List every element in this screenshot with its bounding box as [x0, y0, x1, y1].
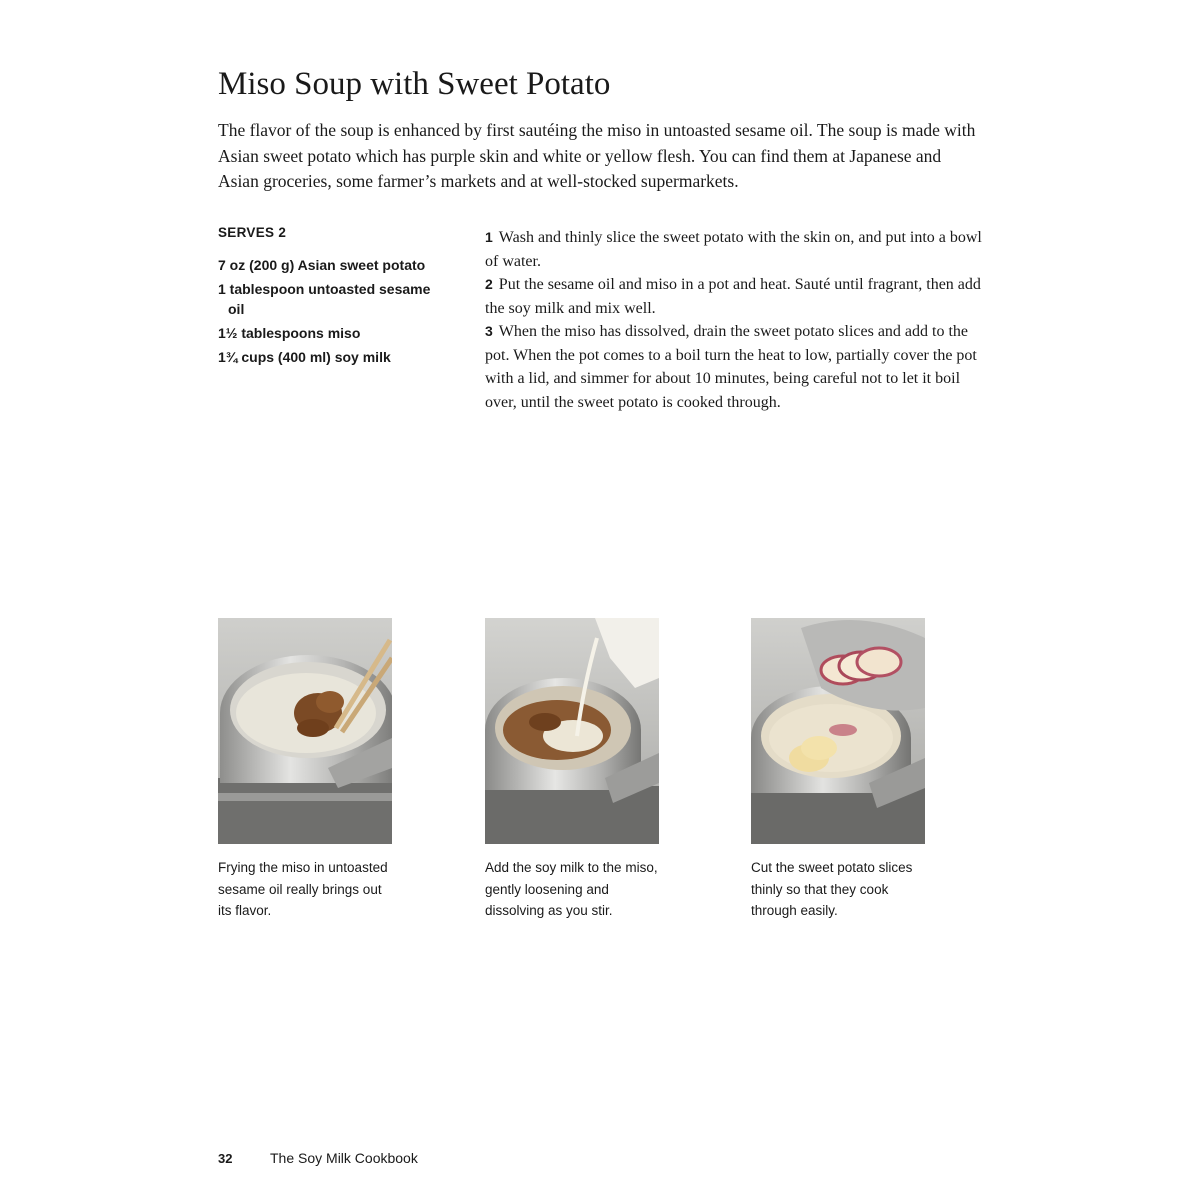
photo-caption: Frying the miso in untoasted sesame oil really brings out its flavor. — [218, 860, 388, 918]
ingredient-item: 1 tablespoon untoasted sesame oil — [218, 281, 431, 317]
step-number: 2 — [485, 276, 493, 292]
method-step — [485, 226, 985, 273]
step-text: When the miso has dissolved, drain the sweet potato slices and add to the pot. When the pot comes to a boil turn the heat to low, partially cover the pot with a lid, and simmer for about 10 minutes, being careful not to let it boil over, until the sweet potato is cooked through. — [485, 323, 977, 411]
photo-adding-soy-milk — [485, 618, 659, 844]
photo-caption: Add the soy milk to the miso, gently loosening and dissolving as you stir. — [485, 860, 658, 918]
photo-adding-sweet-potato — [751, 618, 925, 844]
running-footer-title: The Soy Milk Cookbook — [270, 1150, 418, 1166]
method-step — [485, 320, 985, 414]
serves-label: SERVES 2 — [218, 225, 287, 240]
page-number: 32 — [218, 1151, 233, 1166]
step-number: 3 — [485, 323, 493, 339]
photo-frying-miso — [218, 618, 392, 844]
step-text: Wash and thinly slice the sweet potato with the skin on, and put into a bowl of water. — [485, 229, 982, 270]
step-text: Put the sesame oil and miso in a pot and heat. Sauté until fragrant, then add the soy milk and mix well. — [485, 276, 981, 317]
ingredient-list — [218, 255, 448, 371]
recipe-intro: The flavor of the soup is enhanced by first sautéing the miso in untoasted sesame oil. The soup is made with Asian sweet potato which has purple skin and white or yellow flesh. You can find them at Japanese and Asian groceries, some farmer’s markets and at well-stocked supermarkets. — [218, 120, 976, 191]
method-step — [485, 273, 985, 320]
step-number: 1 — [485, 229, 493, 245]
ingredient-item: 7 oz (200 g) Asian sweet potato — [218, 257, 426, 273]
photo-caption: Cut the sweet potato slices thinly so that they cook through easily. — [751, 860, 913, 918]
ingredient-item: 1¾ cups (400 ml) soy milk — [218, 349, 391, 365]
recipe-title: Miso Soup with Sweet Potato — [218, 66, 611, 102]
method-steps — [485, 226, 985, 414]
ingredient-item: 1½ tablespoons miso — [218, 325, 361, 341]
